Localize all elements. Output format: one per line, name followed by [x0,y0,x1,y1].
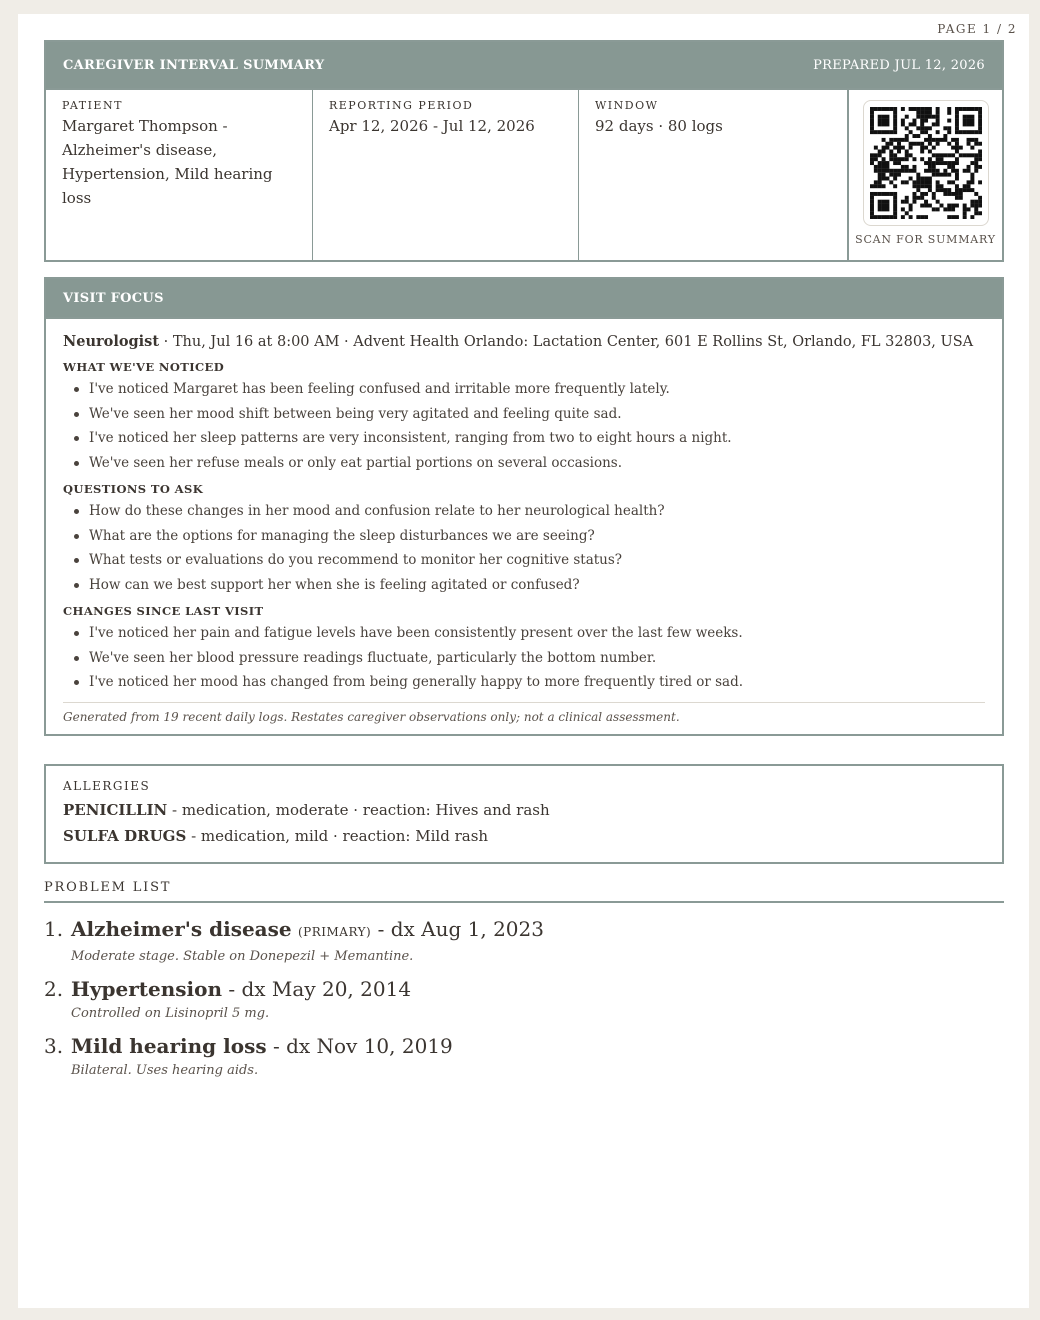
visit-focus-section-heading: WHAT WE'VE NOTICED [63,360,225,374]
problem-note: Bilateral. Uses hearing aids. [71,1063,259,1078]
observation-item: We've seen her refuse meals or only eat partial portions on several occasions. [63,451,985,476]
problem-list-heading: PROBLEM LIST [44,880,1004,903]
problem-dx-date: - dx Nov 10, 2019 [266,1034,453,1058]
allergy-detail: - medication, mild · reaction: Mild rash [186,827,489,845]
prepared-date: PREPARED JUL 12, 2026 [813,57,985,73]
problem-name: Mild hearing loss [71,1034,267,1058]
window-label: WINDOW [595,99,659,112]
qr-cell [847,90,1002,260]
observation-item: We've seen her blood pressure readings fluctuate, particularly the bottom number. [63,646,985,671]
allergy-name: SULFA DRUGS [63,827,187,845]
visit-focus-footnote: Generated from 19 recent daily logs. Restates caregiver observations only; not a clinical assessment. [63,702,985,724]
allergies-body [46,766,1002,862]
period-cell [313,90,579,260]
allergy-detail: - medication, moderate · reaction: Hives and rash [167,801,550,819]
problem-note: Moderate stage. Stable on Donepezil + Memantine. [71,949,414,964]
window-cell [579,90,847,260]
allergies-title: ALLERGIES [63,779,151,793]
problem-dx-date: - dx May 20, 2014 [222,977,412,1001]
observation-item: How can we best support her when she is feeling agitated or confused? [63,573,985,598]
summary-info-row [46,88,1002,260]
problem-number: 2. [44,977,64,1001]
observation-item: I've noticed her mood has changed from being generally happy to more frequently tired or sad. [63,670,985,695]
observation-list [63,499,985,597]
window-value: 92 days · 80 logs [595,117,723,135]
visit-focus-title: VISIT FOCUS [63,290,164,306]
problem-dx-date: - dx Aug 1, 2023 [371,917,544,941]
observation-item: We've seen her mood shift between being very agitated and feeling quite sad. [63,402,985,427]
summary-header-card [44,40,1004,262]
problem-name: Hypertension [71,977,223,1001]
observation-item: I've noticed Margaret has been feeling confused and irritable more frequently lately. [63,377,985,402]
visit-focus-body [46,317,1002,734]
problem-name: Alzheimer's disease [71,917,292,941]
specialist-name: Neurologist [63,333,160,350]
patient-value: Margaret Thompson - Alzheimer's disease, Hypertension, Mild hearing loss [62,117,273,207]
problem-number: 1. [44,917,64,941]
period-label: REPORTING PERIOD [329,99,474,112]
page-number: PAGE 1 / 2 [937,22,1017,36]
document-page [18,14,1029,1308]
qr-caption: SCAN FOR SUMMARY [855,233,996,246]
patient-cell [46,90,313,260]
summary-title: CAREGIVER INTERVAL SUMMARY [63,57,325,73]
problem-number: 3. [44,1034,64,1058]
allergy-item [63,797,985,823]
problem-item [44,974,1004,1024]
visit-focus-card [44,277,1004,736]
observation-item: How do these changes in her mood and confusion relate to her neurological health? [63,499,985,524]
allergies-card [44,764,1004,864]
problem-item [44,914,1004,967]
qr-code-icon[interactable] [870,107,982,219]
observation-item: What tests or evaluations do you recommend to monitor her cognitive status? [63,548,985,573]
problem-note: Controlled on Lisinopril 5 mg. [71,1006,270,1021]
observation-item: I've noticed her sleep patterns are very inconsistent, ranging from two to eight hours a night. [63,426,985,451]
observation-list [63,621,985,695]
observation-item: What are the options for managing the sleep disturbances we are seeing? [63,524,985,549]
allergy-item [63,823,985,849]
problem-primary-tag: (PRIMARY) [297,925,372,939]
appointment-details: · Thu, Jul 16 at 8:00 AM · Advent Health Orlando: Lactation Center, 601 E Rollins St, Orlando, FL 32803, USA [159,334,974,350]
visit-focus-sections [63,360,985,695]
qr-frame[interactable] [863,100,989,226]
visit-focus-section-heading: CHANGES SINCE LAST VISIT [63,604,264,618]
appointment-line [63,331,985,353]
visit-focus-bar [46,279,1002,317]
summary-header-bar [46,42,1002,88]
visit-focus-section-heading: QUESTIONS TO ASK [63,482,204,496]
observation-item: I've noticed her pain and fatigue levels have been consistently present over the last few weeks. [63,621,985,646]
allergy-name: PENICILLIN [63,801,168,819]
patient-label: PATIENT [62,99,123,112]
problem-list [44,914,1004,1088]
observation-list [63,377,985,475]
period-value: Apr 12, 2026 - Jul 12, 2026 [329,117,535,135]
problem-item [44,1031,1004,1081]
